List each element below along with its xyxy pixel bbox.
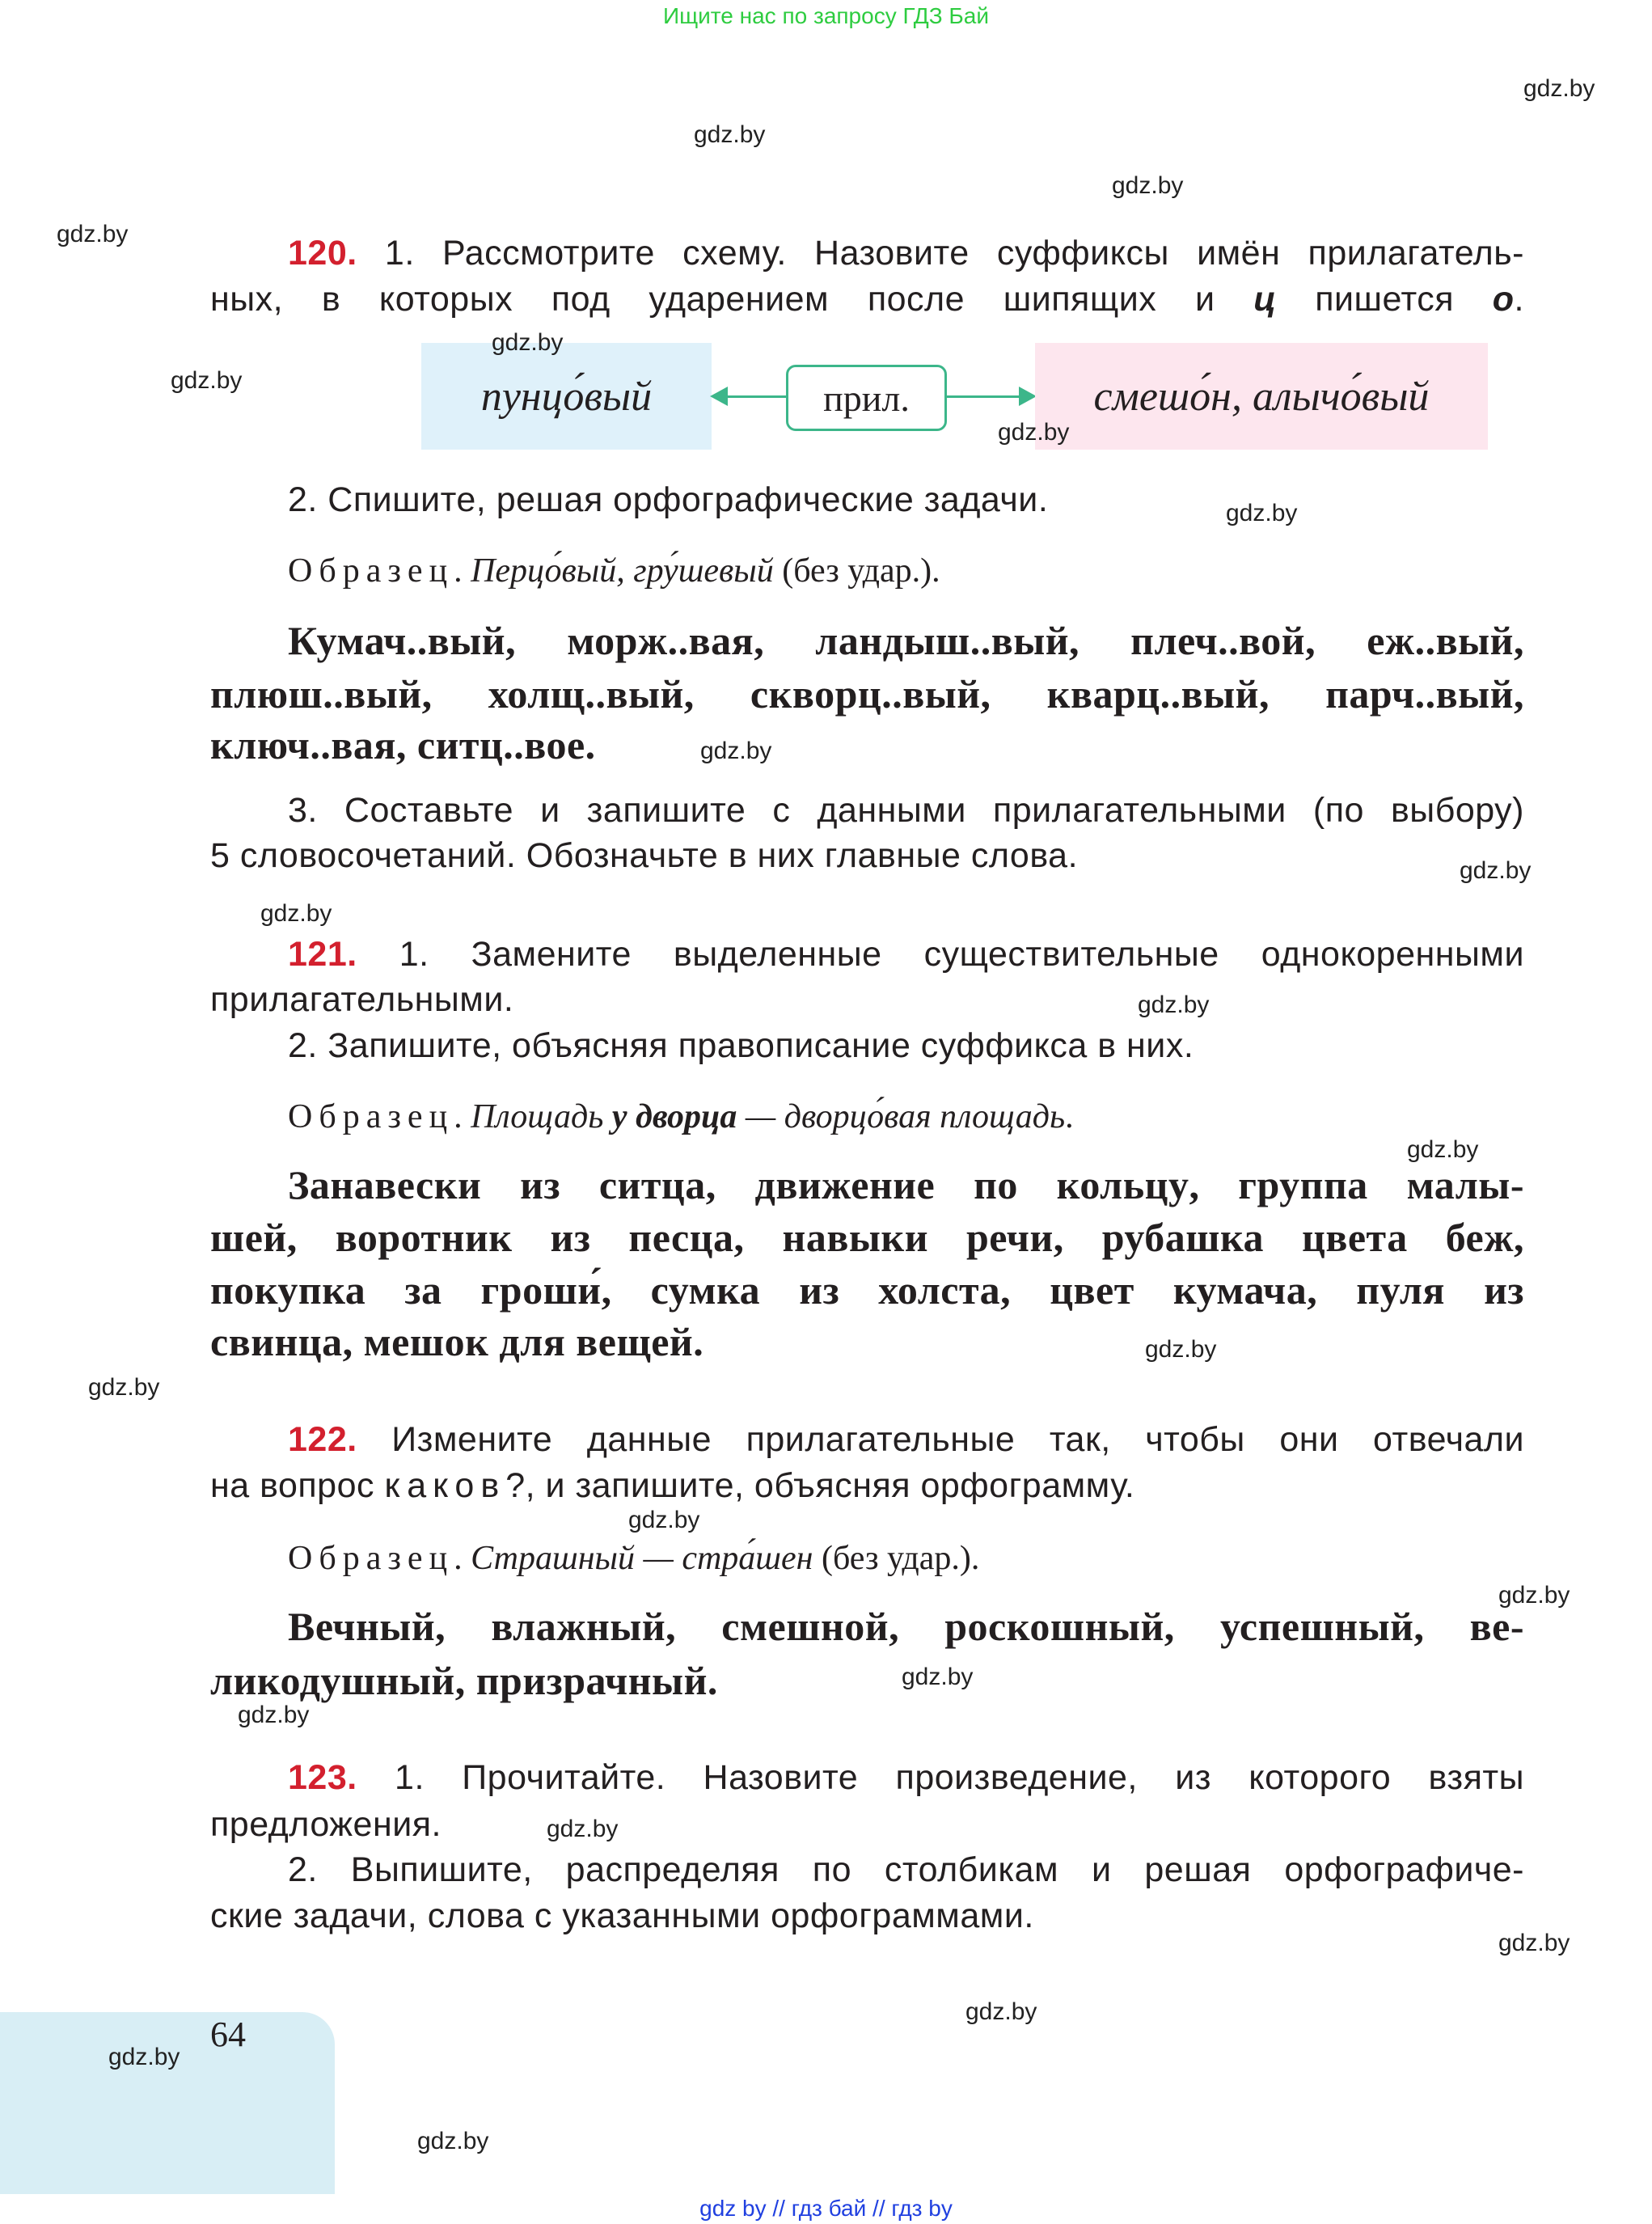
text-segment: 5 словосочетаний. Обозначьте в них главные слова.: [210, 836, 1079, 875]
watermark-text: gdz.by: [694, 121, 766, 148]
arrow-right-head-icon: [1019, 387, 1037, 406]
text-line: [210, 1266, 1524, 1314]
text-line: [288, 1093, 1524, 1141]
text-segment: ных, в которых под ударением после шипящих и: [210, 280, 1254, 319]
text-line: [210, 1317, 1524, 1366]
text-segment: 1. Замените выделенные существительные однокоренными: [357, 935, 1524, 974]
text-segment: Вечный, влажный, смешной, роскошный, успешный, ве-: [288, 1604, 1524, 1649]
text-segment: , навыки: [733, 1215, 966, 1260]
diagram-right-examples: смешо́н, алычо́вый: [1035, 343, 1488, 450]
text-segment: , воротник: [286, 1215, 551, 1260]
text-segment: 2. Выпишите, распределяя по столбикам и решая орфографиче-: [288, 1850, 1524, 1889]
text-segment: , рубашка цвета: [1053, 1215, 1446, 1260]
text-segment: Измените данные прилагательные так, чтобы они отвечали: [357, 1420, 1524, 1459]
text-segment: ,: [1514, 1215, 1524, 1260]
arrow-left-head-icon: [710, 387, 728, 406]
watermark-text: gdz.by: [108, 2044, 180, 2070]
text-segment: ликодушный, призрачный.: [210, 1658, 718, 1703]
text-segment: .: [1065, 1098, 1074, 1135]
text-segment: свинца: [210, 1319, 343, 1364]
text-segment: пишется: [1276, 280, 1493, 319]
exercise-number: 120.: [288, 234, 357, 273]
text-line: [210, 831, 1524, 880]
watermark-text: gdz.by: [902, 1664, 974, 1690]
watermark-text: gdz.by: [1407, 1136, 1479, 1163]
text-line: [288, 930, 1524, 979]
text-segment: из песца: [550, 1215, 734, 1260]
text-segment: .: [454, 1540, 471, 1577]
watermark-text: gdz.by: [1145, 1336, 1217, 1363]
text-segment: шей: [210, 1215, 287, 1260]
text-line: [288, 786, 1524, 835]
text-line: [288, 616, 1524, 665]
text-line: [288, 1846, 1524, 1894]
text-segment: из: [1484, 1267, 1524, 1313]
watermark-text: gdz.by: [492, 329, 564, 356]
watermark-text: gdz.by: [700, 738, 772, 764]
text-segment: Кумач..вый, морж..вая, ландыш..вый, плеч..вой, еж..вый,: [288, 618, 1524, 663]
text-line: [288, 476, 1524, 524]
text-segment: речи: [966, 1215, 1054, 1260]
watermark-text: gdz.by: [57, 221, 129, 247]
bottom-links[interactable]: gdz by // гдз бай // гдз by: [699, 2196, 953, 2221]
text-segment: , группа: [1189, 1162, 1407, 1207]
text-segment: прилагательными.: [210, 980, 514, 1019]
text-line: [288, 1534, 1524, 1583]
watermark-text: gdz.by: [417, 2128, 489, 2154]
watermark-text: gdz.by: [1112, 172, 1184, 199]
text-segment: Площадь: [471, 1098, 612, 1135]
watermark-text: gdz.by: [1460, 857, 1532, 884]
text-segment: о: [1492, 280, 1515, 319]
text-segment: кумача: [1172, 1267, 1308, 1313]
text-segment: (без удар.).: [813, 1540, 980, 1577]
text-line: [210, 1213, 1524, 1262]
text-line: [288, 1602, 1524, 1651]
text-segment: у дворца: [611, 1098, 737, 1135]
text-segment: предложения.: [210, 1805, 442, 1844]
text-segment: ц: [1253, 280, 1277, 319]
text-line: [288, 547, 1524, 595]
text-segment: ключ..вая, ситц..вое.: [210, 722, 596, 767]
text-segment: Образец: [288, 552, 454, 590]
page-corner-decoration: [0, 2012, 335, 2194]
text-segment: , сумка: [601, 1267, 800, 1313]
watermark-text: gdz.by: [1498, 1582, 1570, 1609]
arrow-right: [947, 395, 1020, 398]
text-segment: , пуля: [1307, 1267, 1485, 1313]
text-segment: .: [693, 1319, 704, 1364]
text-segment: , движение: [705, 1162, 974, 1207]
text-segment: малы-: [1406, 1162, 1524, 1207]
text-segment: из холста: [799, 1267, 1001, 1313]
text-segment: ские задачи, слова с указанными орфограммами.: [210, 1896, 1034, 1935]
text-segment: на вопрос: [210, 1466, 385, 1505]
text-line: [288, 229, 1524, 277]
text-line: [210, 1461, 1524, 1510]
text-line: [210, 1800, 1524, 1849]
text-segment: .: [454, 552, 471, 590]
text-segment: , цвет: [1000, 1267, 1173, 1313]
text-line: [210, 1892, 1524, 1940]
text-line: [210, 1656, 1524, 1705]
text-line: [210, 275, 1524, 323]
text-segment: беж: [1445, 1215, 1514, 1260]
exercise-number: 121.: [288, 935, 357, 974]
watermark-text: gdz.by: [1138, 991, 1210, 1018]
text-segment: , мешок: [342, 1319, 500, 1364]
diagram-center-label: прил.: [786, 365, 947, 431]
exercise-number: 122.: [288, 1420, 357, 1459]
text-segment: 3. Составьте и запишите с данными прилагательными (по выбору): [288, 791, 1524, 830]
text-segment: 1. Прочитайте. Назовите произведение, из которого взяты: [357, 1758, 1524, 1797]
text-segment: .: [454, 1098, 471, 1135]
text-segment: Образец: [288, 1540, 454, 1577]
text-segment: для вещей: [499, 1319, 694, 1364]
text-line: [210, 975, 1524, 1024]
text-segment: Перцо́вый, гру́шевый: [471, 552, 774, 590]
watermark-text: gdz.by: [1226, 500, 1298, 526]
watermark-text: gdz.by: [1498, 1930, 1570, 1956]
text-segment: Занавески: [288, 1162, 521, 1207]
watermark-text: gdz.by: [171, 367, 243, 394]
text-segment: за гроши́: [404, 1267, 602, 1313]
text-line: [288, 1021, 1524, 1070]
text-line: [210, 670, 1524, 718]
text-segment: по кольцу: [974, 1162, 1189, 1207]
watermark-text: gdz.by: [628, 1507, 700, 1533]
text-segment: Страшный — стра́шен: [471, 1540, 813, 1577]
text-segment: (без удар.).: [773, 552, 940, 590]
text-segment: из ситца: [520, 1162, 706, 1207]
text-segment: 1. Рассмотрите схему. Назовите суффиксы имён прилагатель-: [357, 234, 1524, 273]
text-line: [288, 1415, 1524, 1464]
watermark-text: gdz.by: [238, 1702, 310, 1728]
text-segment: покупка: [210, 1267, 405, 1313]
text-segment: .: [1514, 280, 1524, 319]
text-line: [288, 1753, 1524, 1802]
search-banner[interactable]: Ищите нас по запросу ГДЗ Бай: [662, 3, 990, 28]
text-segment: ?, и запишите, объясняя орфограмму.: [505, 1466, 1135, 1505]
watermark-text: gdz.by: [547, 1816, 619, 1842]
watermark-text: gdz.by: [965, 1998, 1037, 2025]
text-line: [210, 721, 1524, 769]
watermark-text: gdz.by: [88, 1374, 160, 1401]
text-segment: Образец: [288, 1098, 454, 1135]
text-segment: плюш..вый, холщ..вый, скворц..вый, кварц..вый, парч..вый,: [210, 671, 1524, 717]
text-segment: каков: [384, 1466, 506, 1505]
diagram-left-example: пунцо́вый: [421, 343, 712, 450]
text-segment: — дворцо́вая площадь: [737, 1098, 1066, 1135]
text-segment: 2. Спишите, решая орфографические задачи.: [288, 480, 1049, 519]
page-number: 64: [210, 2015, 246, 2054]
text-segment: 2. Запишите, объясняя правописание суффикса в них.: [288, 1026, 1194, 1065]
exercise-number: 123.: [288, 1758, 357, 1797]
watermark-text: gdz.by: [1523, 75, 1595, 102]
watermark-text: gdz.by: [998, 419, 1070, 446]
watermark-text: gdz.by: [260, 900, 332, 927]
text-line: [288, 1161, 1524, 1209]
